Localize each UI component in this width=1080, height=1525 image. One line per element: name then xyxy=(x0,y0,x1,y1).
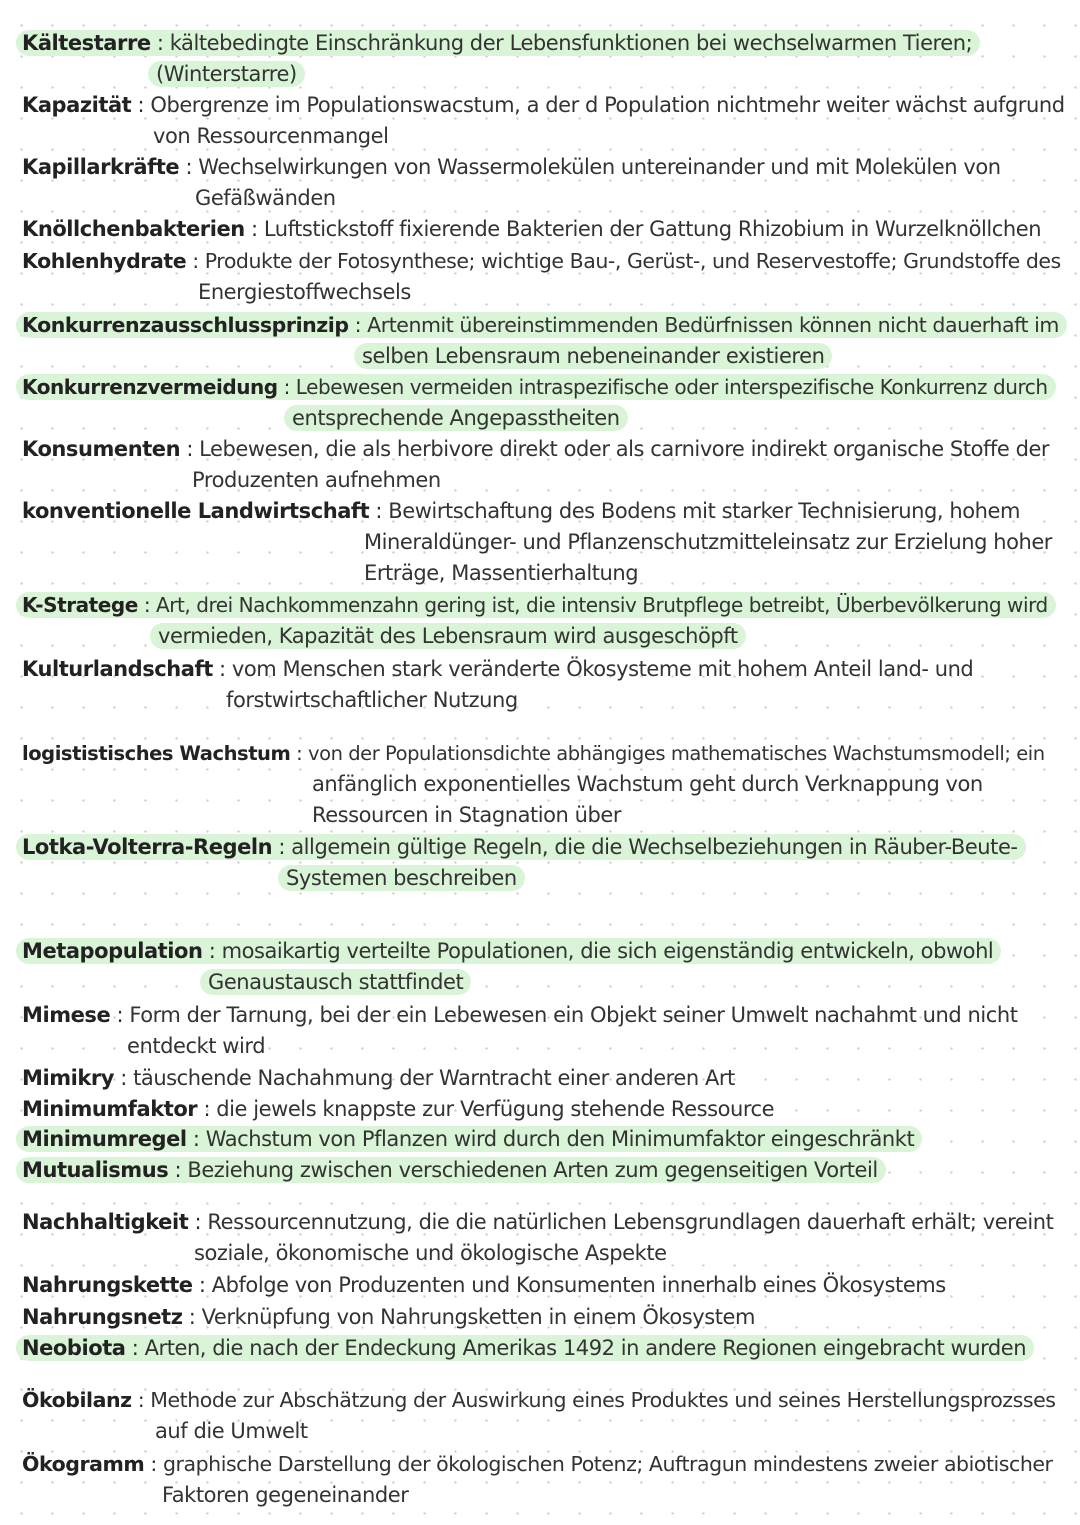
glossary-definition: kältebedingte Einschränkung der Lebensfunktionen bei wechselwarmen Tieren; xyxy=(169,31,973,55)
glossary-definition: anfänglich exponentielles Wachstum geht durch Verknappung von xyxy=(312,772,983,796)
glossary-definition: Genaustausch stattfindet xyxy=(208,970,464,994)
entry-continuation-line xyxy=(22,1416,1055,1447)
entry-first-line xyxy=(22,214,1041,245)
entry-first-line xyxy=(22,590,1056,621)
glossary-definition: Wechselwirkungen von Wassermolekülen untereinander und mit Molekülen von xyxy=(198,155,1001,179)
entry-text xyxy=(148,61,305,87)
glossary-definition: Obergrenze im Populationswacstum, a der d Population nichtmehr weiter wächst aufgrund xyxy=(150,93,1065,117)
glossary-definition: Lebewesen, die als herbivore direkt oder als carnivore indirekt organische Stoffe der xyxy=(199,437,1050,461)
glossary-definition: die jewels knappste zur Verfügung stehende Ressource xyxy=(216,1097,775,1121)
entry-continuation-line xyxy=(22,59,980,90)
glossary-definition: mosaikartig verteilte Populationen, die sich eigenständig entwickeln, obwohl xyxy=(221,939,994,963)
glossary-definition: Erträge, Massentierhaltung xyxy=(364,561,639,585)
glossary-term: Ökobilanz xyxy=(22,1388,132,1412)
glossary-definition: forstwirtschaftlicher Nutzung xyxy=(226,688,518,712)
glossary-definition: Wachstum von Pflanzen wird durch den Minimumfaktor eingeschränkt xyxy=(205,1127,915,1151)
entry-continuation-line xyxy=(22,277,1061,308)
glossary-definition: Abfolge von Produzenten und Konsumenten innerhalb eines Ökosystems xyxy=(211,1273,946,1297)
entry-text: Kältestarre : kältebedingte Einschränkung der Lebensfunktionen bei wechselwarmen Tieren; xyxy=(16,30,980,56)
entry-first-line xyxy=(22,496,1052,527)
glossary-definition: vom Menschen stark veränderte Ökosysteme mit hohem Anteil land- und xyxy=(231,657,974,681)
entry-text: Kapazität : Obergrenze im Populationswacstum, a der d Population nichtmehr weiter wächst aufgrund xyxy=(22,93,1065,117)
entry-continuation-line xyxy=(22,863,1026,894)
glossary-entry-knoellchenbakterien xyxy=(22,214,1041,245)
glossary-term: konventionelle Landwirtschaft xyxy=(22,499,370,523)
glossary-term: Kapillarkräfte xyxy=(22,155,180,179)
entry-continuation-line xyxy=(22,1031,1017,1062)
entry-first-line xyxy=(22,654,973,685)
glossary-entry-metapopulation xyxy=(22,936,1001,998)
entry-text: Konkurrenzausschlussprinzip : Artenmit übereinstimmenden Bedürfnissen können nicht dauerhaft im xyxy=(16,312,1067,338)
entry-continuation-line xyxy=(22,685,973,716)
entry-text: Ökobilanz : Methode zur Abschätzung der Auswirkung eines Produktes und seines Herstellungsprozsses xyxy=(22,1388,1056,1412)
glossary-term: Kohlenhydrate xyxy=(22,249,187,273)
glossary-entry-konkurrenzausschlussprinzip xyxy=(22,310,1067,372)
entry-text xyxy=(192,468,441,492)
glossary-term: Lotka-Volterra-Regeln xyxy=(22,835,273,859)
entry-continuation-line xyxy=(22,621,1056,652)
glossary-definition: Faktoren gegeneinander xyxy=(162,1483,409,1507)
glossary-term: Ökogramm xyxy=(22,1452,145,1476)
entry-text xyxy=(195,186,336,210)
entry-first-line xyxy=(22,28,980,59)
entry-text xyxy=(364,530,1052,554)
entry-first-line xyxy=(22,152,1001,183)
entry-text xyxy=(284,405,628,431)
glossary-definition: Systemen beschreiben xyxy=(286,866,517,890)
glossary-definition: Produzenten aufnehmen xyxy=(192,468,441,492)
entry-first-line xyxy=(22,434,1049,465)
entry-first-line xyxy=(22,1302,755,1333)
glossary-entry-oekogramm xyxy=(22,1449,1053,1511)
glossary-definition: Methode zur Abschätzung der Auswirkung eines Produktes und seines Herstellungsprozsses xyxy=(150,1388,1056,1412)
entry-first-line xyxy=(22,738,1045,769)
entry-first-line xyxy=(22,936,1001,967)
glossary-entry-minimumfaktor xyxy=(22,1094,774,1125)
glossary-definition: Energiestoffwechsels xyxy=(198,280,411,304)
glossary-definition: auf die Umwelt xyxy=(155,1419,308,1443)
glossary-definition: Verknüpfung von Nahrungsketten in einem Ökosystem xyxy=(201,1305,756,1329)
glossary-definition: Lebewesen vermeiden intraspezifische oder interspezifische Konkurrenz durch xyxy=(295,375,1048,399)
entry-first-line xyxy=(22,1094,774,1125)
glossary-entry-kohlenhydrate xyxy=(22,246,1061,308)
glossary-entry-kulturlandschaft xyxy=(22,654,973,716)
glossary-term: Mutualismus xyxy=(22,1158,169,1182)
entry-first-line xyxy=(22,832,1026,863)
glossary-definition: Bewirtschaftung des Bodens mit starker Technisierung, hohem xyxy=(388,499,1020,523)
entry-text: Lotka-Volterra-Regeln : allgemein gültige Regeln, die die Wechselbeziehungen in Räuber-Beute- xyxy=(16,834,1026,860)
glossary-definition: Art, drei Nachkommenzahn gering ist, die intensiv Brutpflege betreibt, Überbevölkerung wird xyxy=(156,593,1048,617)
glossary-term: Konsumenten xyxy=(22,437,181,461)
entry-text: Nahrungskette : Abfolge von Produzenten und Konsumenten innerhalb eines Ökosystems xyxy=(22,1273,946,1297)
entry-text: Nahrungsnetz : Verknüpfung von Nahrungsketten in einem Ökosystem xyxy=(22,1305,756,1329)
glossary-definition: Form der Tarnung, bei der ein Lebewesen ein Objekt seiner Umwelt nachahmt und nicht xyxy=(129,1003,1018,1027)
entry-text xyxy=(226,688,518,712)
glossary-definition: entsprechende Angepasstheiten xyxy=(292,406,620,430)
entry-continuation-line xyxy=(22,183,1001,214)
glossary-definition: Ressourcen in Stagnation über xyxy=(312,803,622,827)
entry-text: konventionelle Landwirtschaft : Bewirtschaftung des Bodens mit starker Technisierung, hohem xyxy=(22,499,1020,523)
entry-continuation-line xyxy=(22,121,1065,152)
glossary-term: Metapopulation xyxy=(22,939,203,963)
glossary-definition: täuschende Nachahmung der Warntracht einer anderen Art xyxy=(133,1066,735,1090)
entry-text: Konkurrenzvermeidung : Lebewesen vermeiden intraspezifische oder interspezifische Konkurrenz durch xyxy=(16,374,1056,400)
entry-first-line xyxy=(22,1333,1034,1364)
entry-first-line xyxy=(22,90,1065,121)
glossary-entry-neobiota xyxy=(22,1333,1034,1364)
entry-text: Minimumfaktor : die jewels knappste zur Verfügung stehende Ressource xyxy=(22,1097,775,1121)
glossary-term: Kapazität xyxy=(22,93,132,117)
entry-text: Konsumenten : Lebewesen, die als herbivore direkt oder als carnivore indirekt organische Stoffe der xyxy=(22,437,1050,461)
glossary-entry-lotka-volterra-regeln xyxy=(22,832,1026,894)
glossary-definition: Mineraldünger- und Pflanzenschutzmitteleinsatz zur Erzielung hoher xyxy=(364,530,1052,554)
entry-first-line xyxy=(22,246,1061,277)
glossary-definition: Arten, die nach der Endeckung Amerikas 1492 in andere Regionen eingebracht wurden xyxy=(144,1336,1027,1360)
glossary-definition: vermieden, Kapazität des Lebensraum wird ausgeschöpft xyxy=(158,624,738,648)
glossary-definition: Produkte der Fotosynthese; wichtige Bau-, Gerüst-, und Reservestoffe; Grundstoffe des xyxy=(204,249,1061,273)
entry-text: Ökogramm : graphische Darstellung der ökologischen Potenz; Auftragun mindestens zweier abiotischer xyxy=(22,1452,1053,1476)
glossary-definition: graphische Darstellung der ökologischen Potenz; Auftragun mindestens zweier abiotischer xyxy=(162,1452,1053,1476)
glossary-term: Konkurrenzvermeidung xyxy=(22,375,278,399)
glossary-term: Nahrungskette xyxy=(22,1273,193,1297)
glossary-term: Neobiota xyxy=(22,1336,126,1360)
glossary-term: Minimumfaktor xyxy=(22,1097,198,1121)
entry-text xyxy=(200,969,471,995)
entry-continuation-line xyxy=(22,1480,1053,1511)
glossary-entry-oekobilanz xyxy=(22,1385,1055,1447)
glossary-term: Konkurrenzausschlussprinzip xyxy=(22,313,349,337)
glossary-definition: von der Populationsdichte abhängiges mathematisches Wachstumsmodell; ein xyxy=(308,742,1045,765)
glossary-definition: selben Lebensraum nebeneinander existieren xyxy=(362,344,825,368)
entry-text: K-Stratege : Art, drei Nachkommenzahn gering ist, die intensiv Brutpflege betreibt, Überbevölkerung wird xyxy=(16,592,1056,618)
entry-text: logististisches Wachstum : von der Populationsdichte abhängiges mathematisches Wachstumsmodell; ein xyxy=(22,742,1045,765)
entry-text xyxy=(162,1483,408,1507)
glossary-term: Kältestarre xyxy=(22,31,151,55)
glossary-term: Nahrungsnetz xyxy=(22,1305,183,1329)
entry-first-line xyxy=(22,1207,1053,1238)
entry-text xyxy=(354,343,832,369)
entry-text xyxy=(150,623,746,649)
entry-first-line xyxy=(22,1000,1017,1031)
glossary-entry-minimumregel xyxy=(22,1124,922,1155)
entry-continuation-line xyxy=(22,967,1001,998)
entry-continuation-line xyxy=(22,769,1045,800)
entry-text: Nachhaltigkeit : Ressourcennutzung, die die natürlichen Lebensgrundlagen dauerhaft erhält; vereint xyxy=(22,1210,1054,1234)
entry-first-line xyxy=(22,1124,922,1155)
glossary-entry-mimikry xyxy=(22,1063,735,1094)
glossary-entry-nachhaltigkeit xyxy=(22,1207,1053,1269)
glossary-definition: soziale, ökonomische und ökologische Aspekte xyxy=(194,1241,667,1265)
entry-continuation-line xyxy=(22,558,1052,589)
glossary-term: Mimikry xyxy=(22,1066,115,1090)
glossary-term: Nachhaltigkeit xyxy=(22,1210,189,1234)
glossary-entry-kapillarkraefte xyxy=(22,152,1001,214)
entry-continuation-line xyxy=(22,1238,1053,1269)
glossary-entry-konkurrenzvermeidung xyxy=(22,372,1056,434)
entry-first-line xyxy=(22,1449,1053,1480)
glossary-definition: Artenmit übereinstimmenden Bedürfnissen können nicht dauerhaft im xyxy=(367,313,1059,337)
glossary-entry-nahrungsnetz xyxy=(22,1302,755,1333)
entry-text: Neobiota : Arten, die nach der Endeckung Amerikas 1492 in andere Regionen eingebracht wurden xyxy=(16,1335,1034,1361)
entry-first-line xyxy=(22,1063,735,1094)
entry-first-line xyxy=(22,372,1056,403)
entry-text: Minimumregel : Wachstum von Pflanzen wird durch den Minimumfaktor eingeschränkt xyxy=(16,1126,922,1152)
entry-first-line xyxy=(22,1385,1055,1416)
entry-text: Knöllchenbakterien : Luftstickstoff fixierende Bakterien der Gattung Rhizobium in Wurzelknöllchen xyxy=(22,217,1042,241)
entry-continuation-line xyxy=(22,465,1049,496)
glossary-definition: allgemein gültige Regeln, die die Wechselbeziehungen in Räuber-Beute- xyxy=(291,835,1018,859)
entry-text xyxy=(155,1419,308,1443)
entry-first-line xyxy=(22,310,1067,341)
entry-text xyxy=(364,561,638,585)
entry-text: Mutualismus : Beziehung zwischen verschiedenen Arten zum gegenseitigen Vorteil xyxy=(16,1157,886,1183)
glossary-term: logististisches Wachstum xyxy=(22,742,291,765)
entry-text xyxy=(312,772,983,796)
glossary-entry-k-stratege xyxy=(22,590,1056,652)
entry-continuation-line xyxy=(22,527,1052,558)
glossary-entry-mutualismus xyxy=(22,1155,886,1186)
entry-continuation-line xyxy=(22,800,1045,831)
entry-text: Kapillarkräfte : Wechselwirkungen von Wassermolekülen untereinander und mit Molekülen von xyxy=(22,155,1001,179)
entry-text: Kulturlandschaft : vom Menschen stark veränderte Ökosysteme mit hohem Anteil land- und xyxy=(22,657,974,681)
entry-text: Mimese : Form der Tarnung, bei der ein Lebewesen ein Objekt seiner Umwelt nachahmt und nicht xyxy=(22,1003,1018,1027)
glossary-definition: (Winterstarre) xyxy=(156,62,297,86)
glossary-term: K-Stratege xyxy=(22,593,138,617)
glossary-term: Minimumregel xyxy=(22,1127,187,1151)
entry-continuation-line xyxy=(22,341,1067,372)
glossary-entry-konventionelle-landwirtschaft xyxy=(22,496,1052,589)
glossary-entry-konsumenten xyxy=(22,434,1049,496)
glossary-entry-kaeltestarre xyxy=(22,28,980,90)
glossary-term: Knöllchenbakterien xyxy=(22,217,245,241)
glossary-entry-mimese xyxy=(22,1000,1017,1062)
glossary-definition: von Ressourcenmangel xyxy=(153,124,389,148)
entry-first-line xyxy=(22,1155,886,1186)
entry-text xyxy=(278,865,525,891)
glossary-entry-kapazitaet xyxy=(22,90,1065,152)
entry-continuation-line xyxy=(22,403,1056,434)
glossary-entry-nahrungskette xyxy=(22,1270,946,1301)
glossary-definition: entdeckt wird xyxy=(127,1034,266,1058)
entry-text xyxy=(153,124,389,148)
entry-text: Mimikry : täuschende Nachahmung der Warntracht einer anderen Art xyxy=(22,1066,735,1090)
entry-text xyxy=(194,1241,667,1265)
entry-text xyxy=(198,280,411,304)
glossary-definition: Beziehung zwischen verschiedenen Arten zum gegenseitigen Vorteil xyxy=(187,1158,878,1182)
glossary-term: Mimese xyxy=(22,1003,111,1027)
glossary-definition: Ressourcennutzung, die die natürlichen Lebensgrundlagen dauerhaft erhält; vereint xyxy=(207,1210,1054,1234)
entry-first-line xyxy=(22,1270,946,1301)
entry-text xyxy=(312,803,621,827)
glossary-definition: Luftstickstoff fixierende Bakterien der Gattung Rhizobium in Wurzelknöllchen xyxy=(263,217,1042,241)
entry-text: Metapopulation : mosaikartig verteilte Populationen, die sich eigenständig entwickeln, obwohl xyxy=(16,938,1001,964)
entry-text: Kohlenhydrate : Produkte der Fotosynthese; wichtige Bau-, Gerüst-, und Reservestoffe; Grundstoffe des xyxy=(22,249,1061,273)
glossary-entry-logististisches-wachstum xyxy=(22,738,1045,831)
glossary-definition: Gefäßwänden xyxy=(195,186,336,210)
entry-text xyxy=(127,1034,265,1058)
glossary-term: Kulturlandschaft xyxy=(22,657,213,681)
